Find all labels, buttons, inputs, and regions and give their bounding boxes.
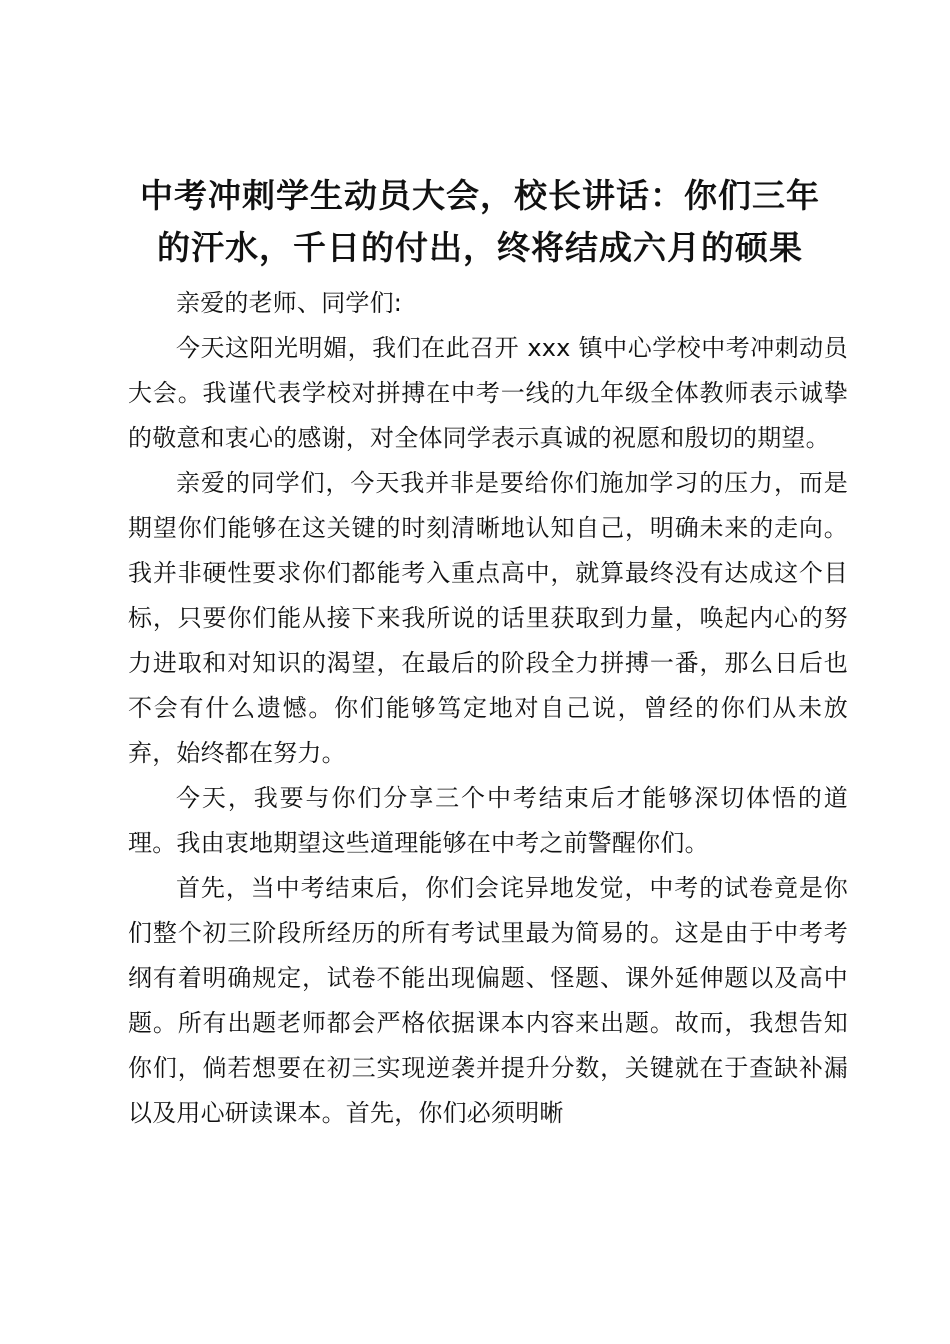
paragraph-3: 今天，我要与你们分享三个中考结束后才能够深切体悟的道理。我由衷地期望这些道理能够在中考之前警醒你们。 [128, 784, 848, 857]
paragraph-2: 亲爱的同学们，今天我并非是要给你们施加学习的压力，而是期望你们能够在这关键的时刻清晰地认知自己，明确未来的走向。我并非硬性要求你们都能考入重点高中，就算最终没有达成这个目标，只要你们能从接下来我所说的话里获取到力量，唤起内心的努力进取和对知识的渴望，在最后的阶段全力拼搏一番，那么日后也不会有什么遗憾。你们能够笃定地对自己说，曾经的你们从未放弃，始终都在努力。 [128, 469, 848, 767]
title-line-1: 中考冲刺学生动员大会，校长讲话：你们三年 [140, 176, 820, 215]
salutation: 亲爱的老师、同学们: [176, 289, 403, 317]
paragraph-4: 首先，当中考结束后，你们会诧异地发觉，中考的试卷竟是你们整个初三阶段所经历的所有考试里最为简易的。这是由于中考考纲有着明确规定，试卷不能出现偏题、怪题、课外延伸题以及高中题。所有出题老师都会严格依据课本内容来出题。故而，我想告知你们，倘若想要在初三实现逆袭并提升分数，关键就在于查缺补漏以及用心研读课本。首先，你们必须明晰 [128, 874, 848, 1127]
document-body [128, 281, 848, 1136]
document-title [100, 170, 860, 274]
title-line-2: 的汗水，千日的付出，终将结成六月的硕果 [157, 228, 803, 267]
paragraph-1: 今天这阳光明媚，我们在此召开 xxx 镇中心学校中考冲刺动员大会。我谨代表学校对拼搏在中考一线的九年级全体教师表示诚挚的敬意和衷心的感谢，对全体同学表示真诚的祝愿和殷切的期望。 [128, 334, 848, 452]
